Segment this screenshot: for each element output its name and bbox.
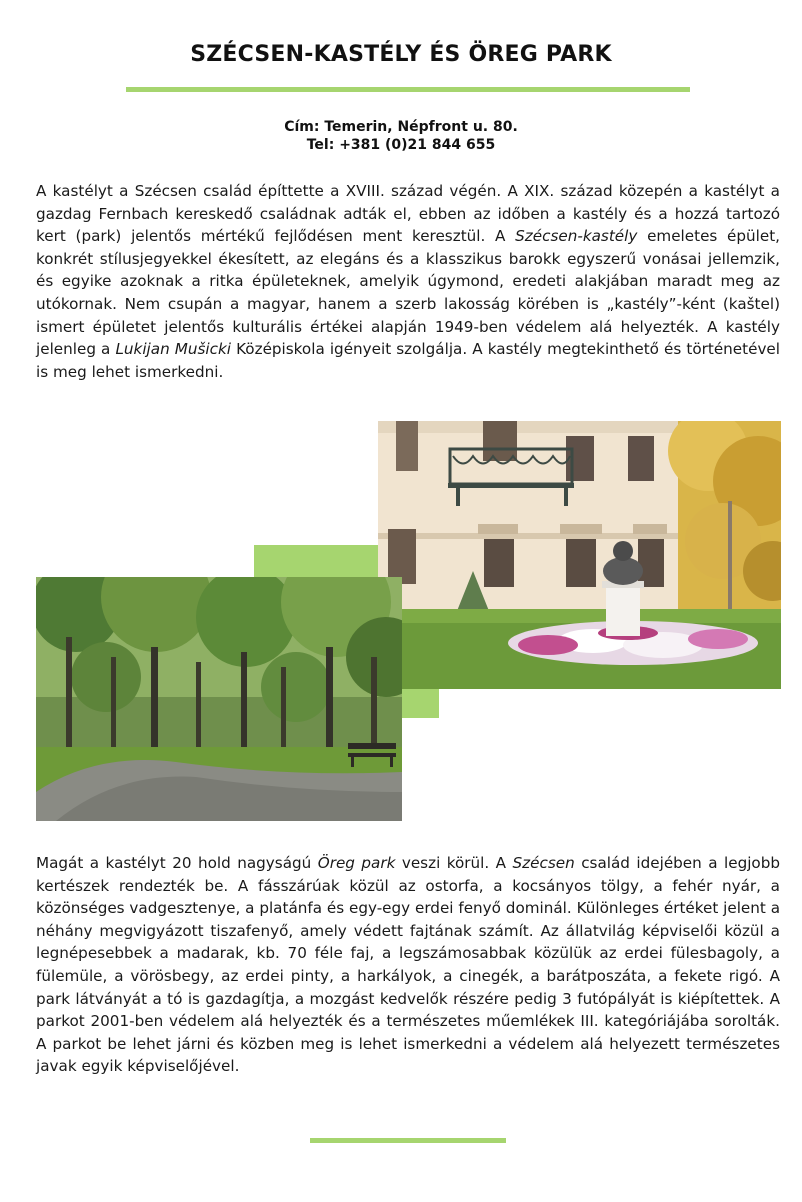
phone-line: Tel: +381 (0)21 844 655 (306, 137, 496, 153)
text-run: Magát a kastélyt 20 hold nagyságú (36, 854, 318, 872)
text-run: Középiskola igényeit szolgálja. A kastély megtekinthető és történetével is meg lehet ismerkedni. (36, 340, 780, 381)
text-run: veszi körül. A (395, 854, 513, 872)
italic-run: Szécsen-kastély (515, 227, 638, 246)
text-run: család idejében a legjobb kertészek rendezték be. A fásszárúak közül az ostorfa, a kocsányos tölgy, a fehér nyár, a közönséges vadgesztenye, a platánfa és egy-egy erdei fenyő dominál. Különleges értéket jelent a néhány megvigyázott tiszafenyő, amely védett fajtának számít. Az állatvilág képviselői közül a legnépesebbek a madarak, kb. 70 féle faj, a legszámosabbak közülük az erdei fülesbagoly, a fülemüle, a vörösbegy, az erdei pinty, a harkályok, a cinegék, a barátposzáta, a fekete rigó. A park látványát a tó is gazdagítja, a mozgást kedvelők részére pedig 3 futópályát is kiépítettek. A parkot 2001-ben védelem alá helyezték és a természetes műemlékek III. kategóriájába sorolták. A parkot be lehet járni és közben meg is lehet ismerkedni a védelem alá helyezett természetes javak egyik képviselőjével. (36, 854, 780, 1076)
italic-run: Szécsen (512, 854, 575, 872)
title-underline (126, 87, 690, 92)
contact-block (0, 118, 802, 154)
park-photo (36, 577, 402, 821)
footer-rule (310, 1138, 506, 1143)
italic-run: Öreg park (317, 854, 396, 872)
address-line: Cím: Temerin, Népfront u. 80. (284, 119, 518, 135)
castle-photo (378, 421, 781, 689)
italic-run: Lukijan Mušicki (115, 340, 232, 359)
page-title: SZÉCSEN-KASTÉLY ÉS ÖREG PARK (190, 42, 612, 67)
park-paragraph (36, 852, 780, 1078)
text-run: A kastélyt a Szécsen család építtette a XVIII. század végén. A XIX. század közepén a kastélyt a gazdag Fernbach kereskedő családnak adták el, ebben az időben a kastély és a hozzá tartozó kert (park) jelentős mértékű fejlődésen ment keresztül. A (36, 182, 780, 246)
intro-paragraph (36, 180, 780, 383)
text-run: emeletes épület, konkrét stílusjegyekkel ékesített, az elegáns és a klasszikus barokk egyszerű vonásai jellemzik, és egyike azoknak a ritka épületeknek, amelyik úgymond, eredeti alakjában maradt meg az utókornak. Nem csupán a magyar, hanem a szerb lakosság körében is „kastély”-ként (kaštel) ismert épületet jelentős kulturális értékei alapján 1949-ben védelem alá helyezték. A kastély jelenleg a (36, 227, 781, 359)
